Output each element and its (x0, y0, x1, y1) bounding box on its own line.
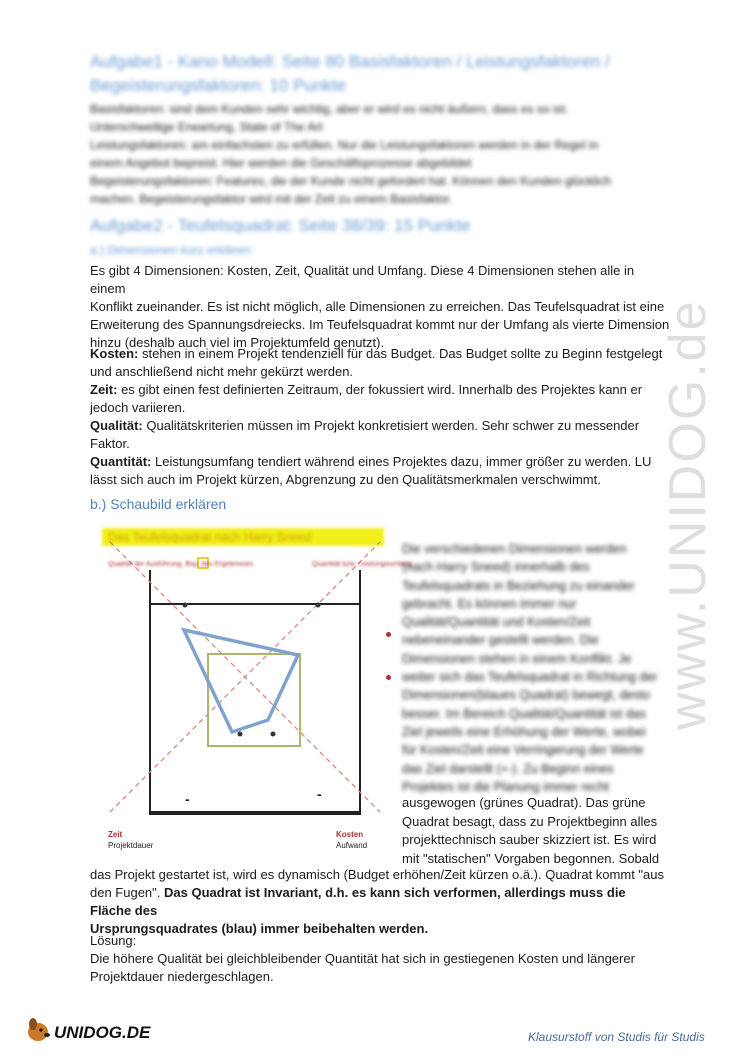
loesung-section (90, 932, 670, 986)
loesung-label: Lösung: (90, 933, 137, 948)
right-line: nebeneinander gestellt werden. Die (402, 633, 599, 648)
point (316, 603, 321, 608)
right-line: besser. Im Bereich Qualität/Quantität ist das (402, 706, 646, 721)
right-line: für Kosten/Zeit eine Verringerung der Werte (402, 743, 644, 758)
kano-line: Unterschwellige Erwartung, State of The Art (90, 120, 323, 134)
kano-line: einem Angebot bepreist. Hier werden die Geschäftsprozesse abgebildet (90, 156, 472, 170)
right-line: das Ziel darstellt (+-). Zu Beginn eines (402, 761, 614, 776)
figure-title: Das Teufelsquadrat nach Harry Sneed (102, 528, 384, 546)
dimension-label: Quantität: (90, 454, 152, 469)
dimension-zeit (90, 381, 670, 399)
label-kosten: Kosten (336, 830, 364, 839)
right-line: Projektes ist die Planung immer recht (402, 779, 610, 794)
right-line: ausgewogen (grünes Quadrat). Das grüne (402, 795, 646, 810)
unidog-logo (24, 1010, 164, 1046)
right-line: Quadrat besagt, dass zu Projektbeginn alles (402, 813, 658, 829)
point (183, 603, 188, 608)
right-line: (nach Harry Sneed) innerhalb des (402, 560, 590, 575)
right-line: Dimensionen(blaues Quadrat) bewegt, desto (402, 688, 651, 703)
bullet-marker (386, 632, 391, 637)
conclusion-paragraph (90, 866, 670, 938)
conclusion-bold: Ursprungsquadrates (blau) immer beibehalten werden. (90, 921, 429, 936)
dimensions-list (90, 345, 670, 489)
dimension-quantitaet (90, 453, 670, 471)
blue-square (184, 630, 298, 732)
footer-tagline: Klausurstoff von Studis für Studis (528, 1030, 705, 1044)
loesung-line: Die höhere Qualität bei gleichbleibender Quantität hat sich in gestiegenen Kosten und längerer (90, 951, 635, 966)
teufelsquadrat-diagram (90, 522, 412, 867)
intro-line: Konflikt zueinander. Es ist nicht möglich, alle Dimensionen zu erreichen. Das Teufelsquadrat ist eine (90, 299, 665, 314)
right-line: mit "statischen" Vorgaben begonnen. Sobald (402, 850, 660, 866)
subheading-a: a.) Dimensionen kurz erklären: (90, 243, 254, 257)
dimension-continuation: und anschließend nicht mehr gekürzt werden. (90, 364, 354, 379)
conclusion-line (90, 884, 670, 920)
watermark-text: www.UNIDOG.de (659, 299, 717, 730)
right-line: gebracht. Es können immer nur (402, 596, 577, 611)
dimension-label: Qualität: (90, 418, 143, 433)
point (238, 732, 243, 737)
kano-section (90, 100, 660, 208)
right-column-blurred (402, 540, 660, 796)
dimension-label: Zeit: (90, 382, 118, 397)
dog-icon (28, 1018, 50, 1041)
dimension-text: stehen in einem Projekt tendenziell für das Budget. Das Budget sollte zu Beginn festgelegt (138, 346, 663, 361)
kano-line: Basisfaktoren: sind dem Kunden sehr wichtig, aber er wird es nicht äußern, dass es so ist. (90, 102, 569, 116)
intro-line: Es gibt 4 Dimensionen: Kosten, Zeit, Qualität und Umfang. Diese 4 Dimensionen stehen alle in einem (90, 263, 635, 296)
label-aufwand: Aufwand (336, 841, 368, 850)
dimension-kosten (90, 345, 670, 363)
intro-line: hinzu (deshalb auch viel im Projektumfeld genutzt). (90, 335, 385, 350)
dimension-text: Qualitätskriterien müssen im Projekt konkretisiert werden. Sehr schwer zu messender (142, 418, 640, 433)
right-line: Die verschiedenen Dimensionen werden (402, 542, 627, 556)
dimension-continuation: lässt sich auch im Projekt kürzen, Abgrenzung zu den Qualitätsmerkmalen verschwimmt. (90, 472, 601, 487)
intro-line: Erweiterung des Spannungsdreiecks. Im Teufelsquadrat kommt nur der Umfang als vierte Dimension (90, 317, 670, 332)
teufelsquadrat-figure (90, 522, 412, 867)
kano-line: Leistungsfaktoren: am einfachsten zu erfüllen. Nur die Leistungsfaktoren werden in der Regel in (90, 138, 599, 152)
heading-aufgabe2: Aufgabe2 - Teufelsquadrat: Seite 38/39: 15 Punkte (90, 216, 471, 235)
dimension-text: es gibt einen fest definierten Zeitraum, der fokussiert wird. Innerhalb des Projektes kann er (117, 382, 643, 397)
loesung-line: Projektdauer niedergeschlagen. (90, 969, 274, 984)
subheading-b: b.) Schaubild erklären (90, 496, 227, 512)
kano-line: machen. Begeisterungsfaktor wird mit der Zeit zu einem Basisfaktor. (90, 192, 453, 206)
point (271, 732, 276, 737)
right-line: Qualität/Quantität und Kosten/Zeit (402, 615, 591, 630)
label-top-right: Quantität bzw. Leistungsumfang (312, 561, 412, 568)
dimension-qualitaet (90, 417, 670, 435)
minus-left: - (185, 791, 190, 807)
logo-text: UNIDOG.DE (54, 1023, 151, 1042)
label-projektdauer: Projektdauer (108, 841, 154, 850)
right-line: projekttechnisch sauber skizziert ist. Es wird (402, 832, 657, 847)
green-square (208, 654, 300, 746)
conclusion-text: den Fugen". (90, 885, 165, 900)
right-line: Dimensionen stehen in einem Konflikt. Je (402, 651, 632, 666)
intro-paragraph (90, 262, 670, 352)
label-zeit: Zeit (108, 830, 123, 839)
outer-square (150, 604, 360, 814)
minus-right: - (317, 786, 322, 802)
label-top-left: Qualität der Ausführung, Bsp. des Ergebnisses (108, 561, 254, 568)
dimension-label: Kosten: (90, 346, 139, 361)
heading-aufgabe1: Aufgabe1 - Kano Modell: Seite 80 Basisfaktoren / Leistungsfaktoren / Begeisterungsfaktoren: 10 Punkte (90, 52, 610, 95)
kano-line: Begeisterungsfaktoren: Features, die der Kunde nicht gefordert hat. Können den Kunden glücklich (90, 174, 612, 188)
bullet-marker (386, 675, 391, 680)
conclusion-line: das Projekt gestartet ist, wird es dynamisch (Budget erhöhen/Zeit kürzen o.ä.). Quadrat kommt "aus (90, 867, 664, 882)
right-line: weiter sich das Teufelsquadrat in Richtung der (402, 670, 658, 685)
right-line: Ziel jeweils eine Erhöhung der Werte, wobei (402, 724, 646, 739)
dimension-continuation: Faktor. (90, 436, 130, 451)
conclusion-bold: Das Quadrat ist Invariant, d.h. es kann sich verformen, allerdings muss die Fläche des (90, 885, 626, 918)
right-line: Teufelsquadrats in Beziehung zu einander (402, 578, 635, 593)
right-column-clear (402, 794, 660, 868)
dimension-text: Leistungsumfang tendiert während eines Projektes dazu, immer größer zu werden. LU (151, 454, 652, 469)
dimension-continuation: jedoch variieren. (90, 400, 186, 415)
